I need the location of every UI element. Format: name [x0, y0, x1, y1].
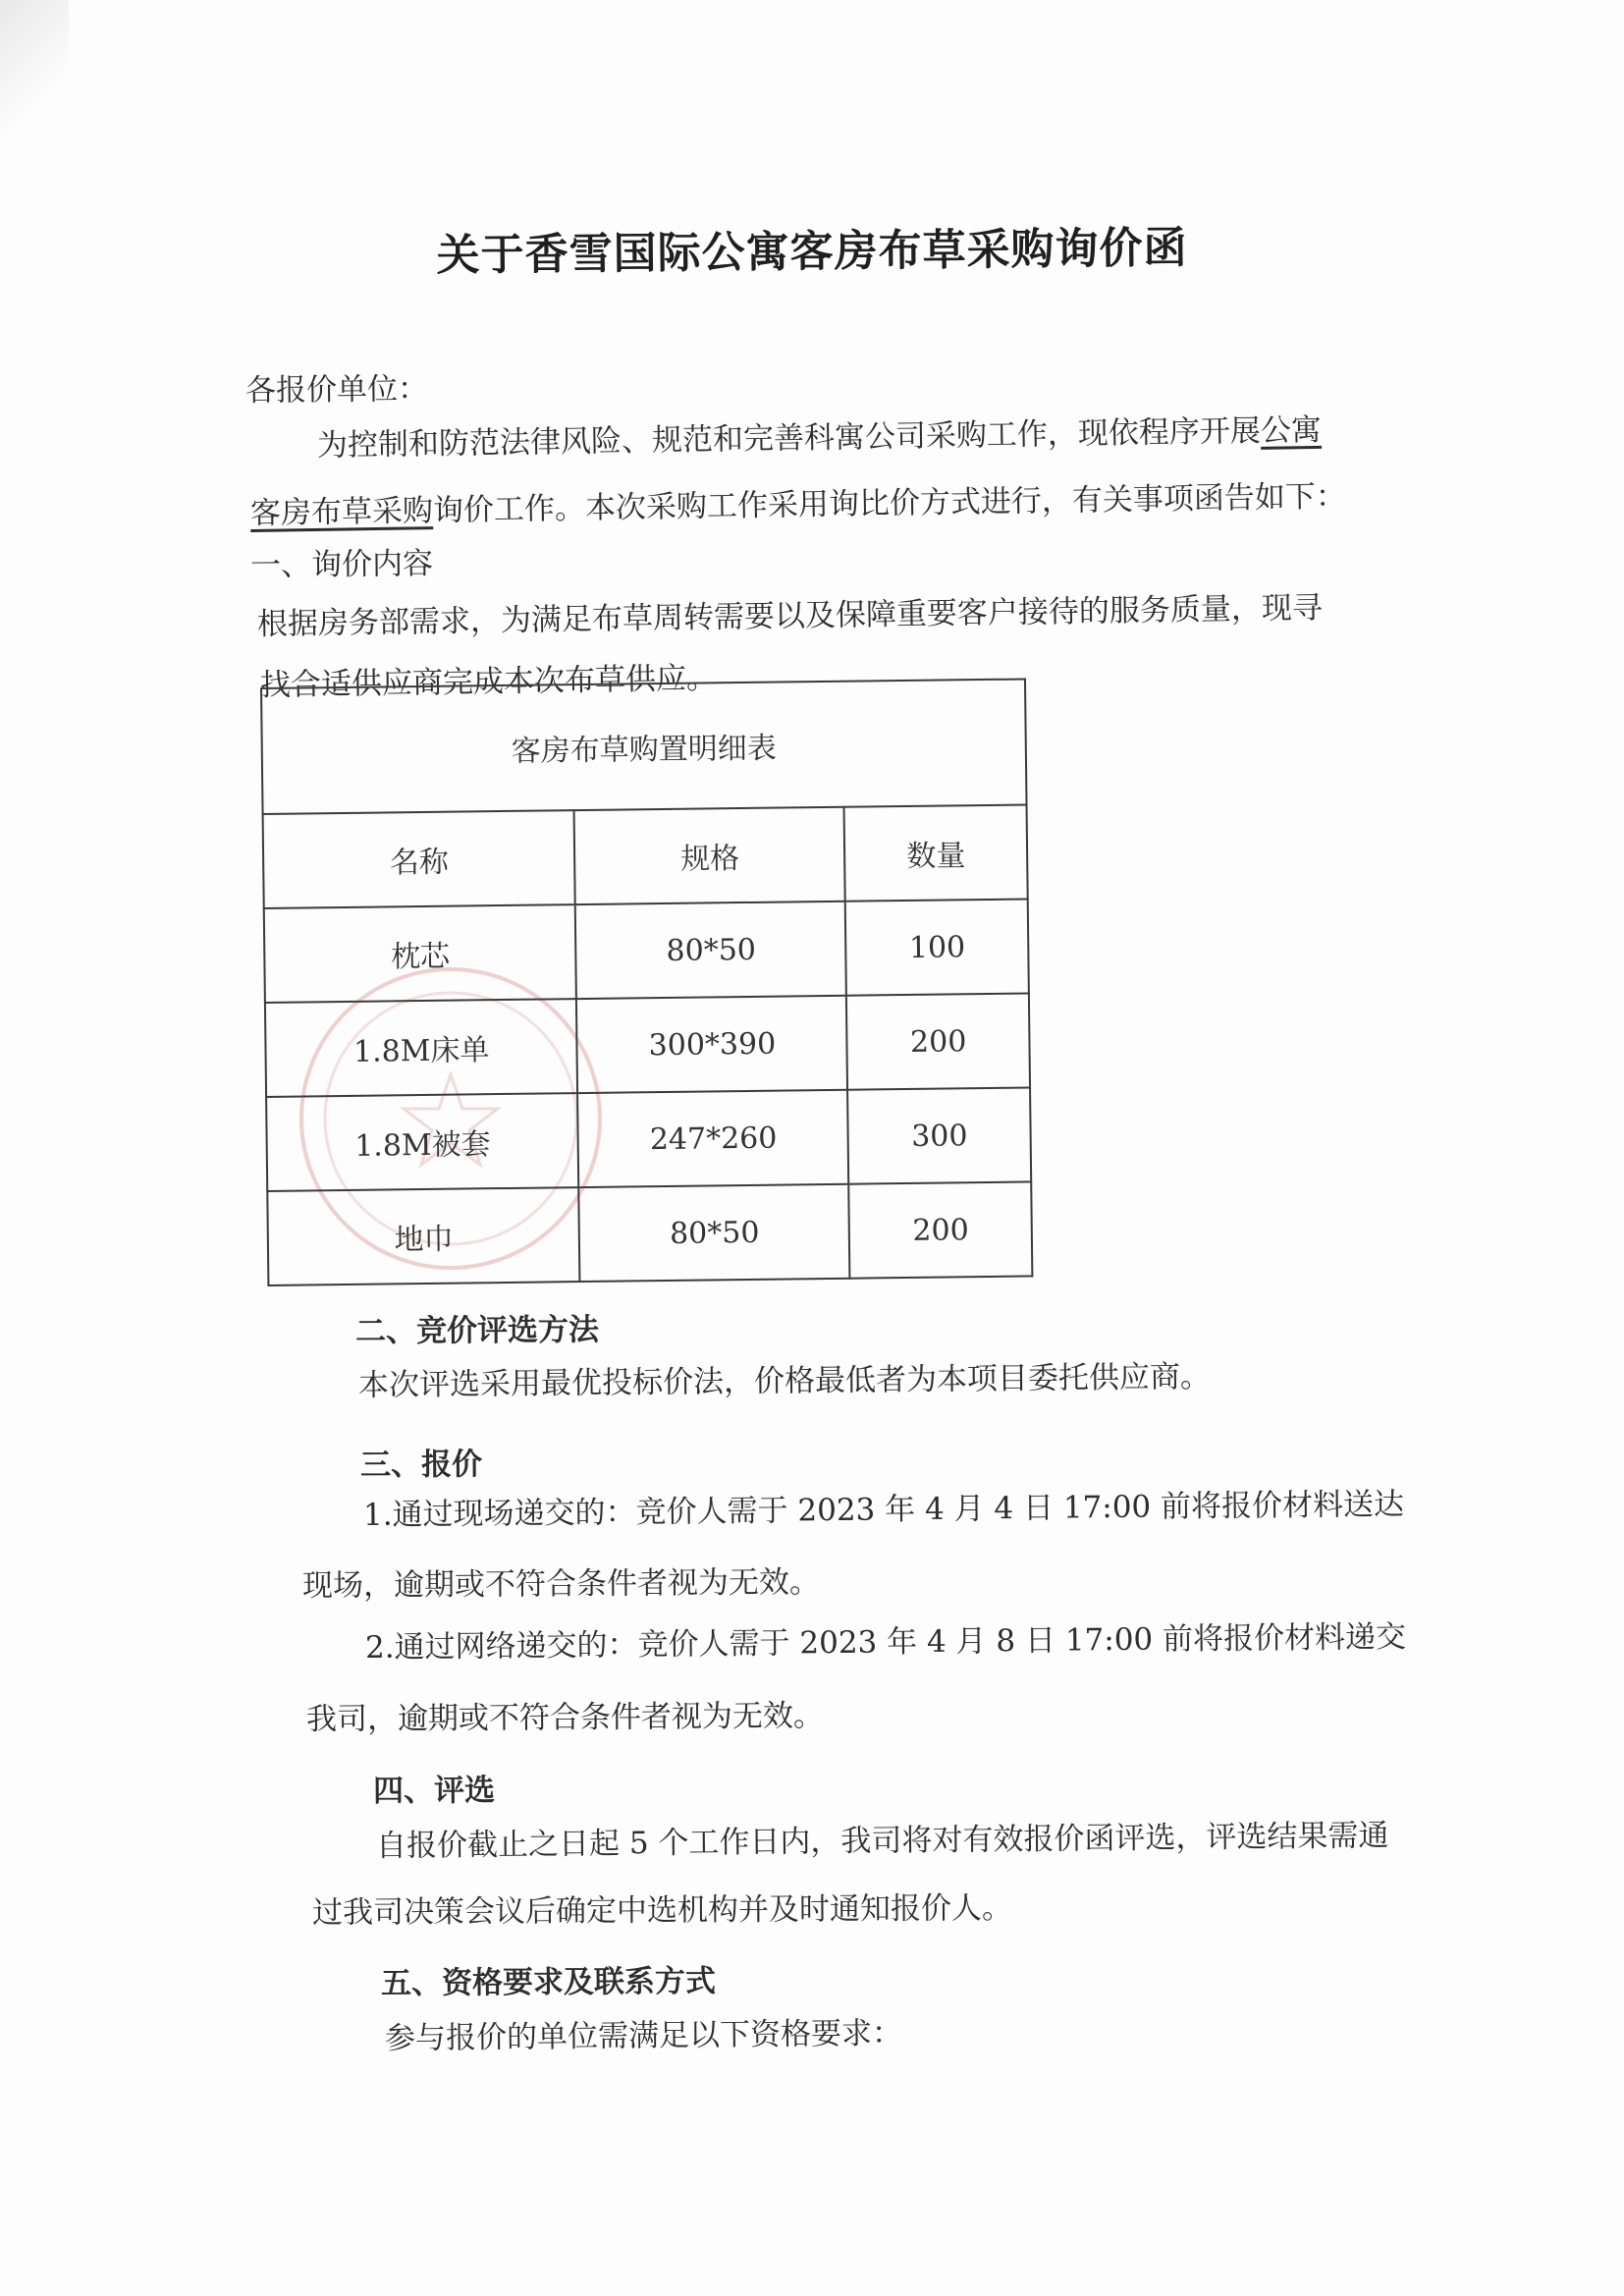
table-header-row	[263, 804, 1028, 907]
table-row	[267, 1181, 1032, 1285]
cell-spec: 80*50	[575, 902, 846, 999]
section-3-item-1-line-1: 1.通过现场递交的：竞价人需于 2023 年 4 月 4 日 17:00 前将报价材料送达	[362, 1486, 1405, 1533]
column-header-name: 名称	[263, 810, 576, 908]
cell-name: 1.8M被套	[266, 1093, 579, 1191]
section-2-text: 本次评选采用最优投标价法，价格最低者为本项目委托供应商。	[357, 1358, 1212, 1403]
intro-underlined-text: 公寓	[1260, 411, 1323, 449]
section-5-line-1: 参与报价的单位需满足以下资格要求：	[384, 2015, 903, 2056]
cell-quantity: 200	[849, 1181, 1033, 1278]
section-3-item-2-line-2: 我司，逾期或不符合条件者视为无效。	[305, 1698, 825, 1737]
detail-table-container	[260, 678, 1033, 1285]
section-3-heading: 三、报价	[359, 1447, 483, 1483]
section-4-heading: 四、评选	[372, 1773, 496, 1809]
scan-edge-shadow	[0, 0, 69, 137]
table-row	[264, 899, 1029, 1002]
intro-underlined-text: 客房布草采购	[249, 493, 434, 531]
cell-spec: 300*390	[576, 996, 847, 1093]
intro-text: 询价工作。本次采购工作采用询比价方式进行，有关事项函告如下：	[432, 478, 1347, 529]
cell-quantity: 200	[846, 993, 1030, 1089]
intro-paragraph-line-1	[317, 412, 1322, 465]
document-title: 关于香雪国际公寓客房布草采购询价函	[436, 222, 1188, 282]
section-2-heading: 二、竞价评选方法	[354, 1312, 600, 1349]
cell-spec: 247*260	[577, 1090, 848, 1187]
salutation: 各报价单位：	[244, 371, 429, 409]
cell-name: 1.8M床单	[265, 999, 578, 1097]
section-1-line-2: 找合适供应商完成本次布草供应。	[259, 660, 718, 703]
column-header-spec: 规格	[574, 807, 845, 904]
cell-quantity: 100	[845, 899, 1029, 995]
column-header-quantity: 数量	[844, 804, 1028, 901]
section-4-line-2: 过我司决策会议后确定中选机构并及时通知报价人。	[311, 1890, 1013, 1931]
section-3-item-1-line-2: 现场，逾期或不符合条件者视为无效。	[301, 1564, 821, 1604]
detail-table	[260, 678, 1033, 1285]
section-5-heading: 五、资格要求及联系方式	[380, 1963, 717, 2001]
section-1-line-1: 根据房务部需求，为满足布草周转需要以及保障重要客户接待的服务质量，现寻	[256, 589, 1324, 642]
table-row	[266, 1087, 1031, 1190]
section-3-item-2-line-1: 2.通过网络递交的：竞价人需于 2023 年 4 月 8 日 17:00 前将报价材料递交	[364, 1618, 1407, 1666]
table-caption: 客房布草购置明细表	[261, 679, 1027, 813]
table-row	[265, 993, 1030, 1096]
cell-name: 枕芯	[264, 904, 577, 1003]
section-1-heading: 一、询价内容	[249, 546, 434, 583]
cell-spec: 80*50	[579, 1184, 850, 1282]
intro-paragraph-line-2	[250, 478, 1346, 532]
section-4-line-1: 自报价截止之日起 5 个工作日内，我司将对有效报价函评选，评选结果需通	[375, 1818, 1389, 1864]
cell-quantity: 300	[848, 1087, 1032, 1183]
cell-name: 地巾	[267, 1187, 580, 1285]
intro-text: 为控制和防范法律风险、规范和完善科寓公司采购工作，现依程序开展	[316, 412, 1262, 464]
